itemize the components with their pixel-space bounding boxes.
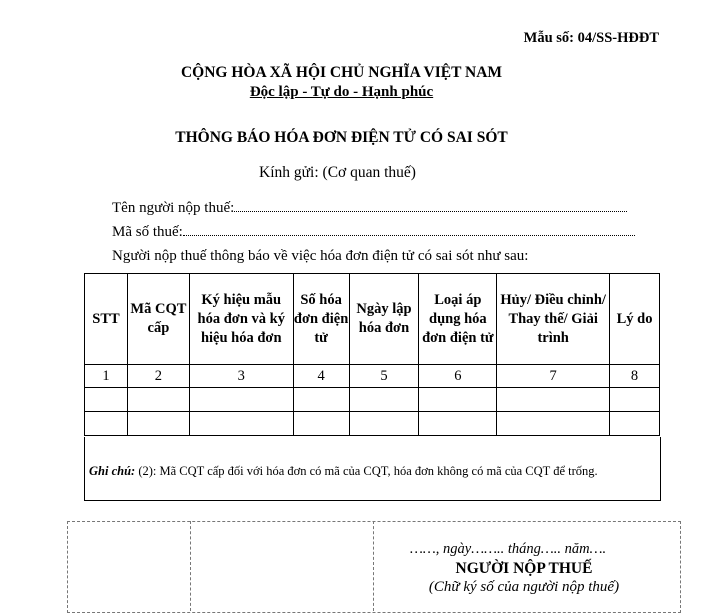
table-cell[interactable] xyxy=(419,412,497,436)
header-stt: STT xyxy=(85,274,128,365)
header-action: Hủy/ Điều chỉnh/ Thay thế/ Giải trình xyxy=(497,274,610,365)
signature-divider xyxy=(373,521,374,611)
table-row xyxy=(85,412,660,436)
table-cell[interactable] xyxy=(85,412,128,436)
table-cell[interactable] xyxy=(85,388,128,412)
taxpayer-name-dots xyxy=(234,200,627,212)
tax-code-line xyxy=(112,224,635,241)
header-invoice-type: Loại áp dụng hóa đơn điện tử xyxy=(419,274,497,365)
note-text xyxy=(89,464,598,479)
header-invoice-date: Ngày lập hóa đơn xyxy=(349,274,419,365)
header-reason: Lý do xyxy=(610,274,660,365)
column-number: 2 xyxy=(127,365,189,388)
note-box xyxy=(84,437,661,501)
table-cell[interactable] xyxy=(293,412,349,436)
table-cell[interactable] xyxy=(419,388,497,412)
date-line: ……, ngày…….. tháng….. năm…. xyxy=(410,541,607,557)
table-cell[interactable] xyxy=(349,412,419,436)
republic-heading: CỘNG HÒA XÃ HỘI CHỦ NGHĨA VIỆT NAM xyxy=(180,64,503,81)
column-number: 6 xyxy=(419,365,497,388)
tax-code-dots xyxy=(183,224,635,236)
column-number: 1 xyxy=(85,365,128,388)
tax-code-label: Mã số thuế: xyxy=(112,224,183,240)
addressee: Kính gửi: (Cơ quan thuế) xyxy=(259,164,416,181)
header-invoice-symbol: Ký hiệu mẫu hóa đơn và ký hiệu hóa đơn xyxy=(189,274,293,365)
header-cqt-code: Mã CQT cấp xyxy=(127,274,189,365)
table-cell[interactable] xyxy=(189,412,293,436)
table-cell[interactable] xyxy=(189,388,293,412)
motto-text: Độc lập - Tự do - Hạnh phúc xyxy=(249,84,434,100)
table-cell[interactable] xyxy=(610,412,660,436)
national-motto xyxy=(0,84,697,101)
column-number: 8 xyxy=(610,365,660,388)
column-number: 4 xyxy=(293,365,349,388)
document-title: THÔNG BÁO HÓA ĐƠN ĐIỆN TỬ CÓ SAI SÓT xyxy=(175,129,508,146)
table-cell[interactable] xyxy=(127,388,189,412)
column-number-row xyxy=(85,365,660,388)
signature-note: (Chữ ký số của người nộp thuế) xyxy=(428,579,620,595)
taxpayer-name-line xyxy=(112,200,627,217)
signature-divider xyxy=(190,521,191,611)
column-number: 3 xyxy=(189,365,293,388)
taxpayer-name-label: Tên người nộp thuế: xyxy=(112,200,235,216)
table-cell[interactable] xyxy=(610,388,660,412)
signer-title: NGƯỜI NỘP THUẾ xyxy=(455,560,593,577)
table-cell[interactable] xyxy=(293,388,349,412)
error-invoice-table xyxy=(84,273,660,436)
table-cell[interactable] xyxy=(497,412,610,436)
table-cell[interactable] xyxy=(127,412,189,436)
column-number: 7 xyxy=(497,365,610,388)
table-header-row xyxy=(85,274,660,365)
table-cell[interactable] xyxy=(497,388,610,412)
header-invoice-number: Số hóa đơn điện tử xyxy=(293,274,349,365)
column-number: 5 xyxy=(349,365,419,388)
table-cell[interactable] xyxy=(349,388,419,412)
note-label: Ghi chú: xyxy=(89,464,136,478)
note-body: (2): Mã CQT cấp đối với hóa đơn có mã của CQT, hóa đơn không có mã của CQT để trống. xyxy=(135,464,598,478)
table-row xyxy=(85,388,660,412)
intro-text: Người nộp thuế thông báo về việc hóa đơn điện tử có sai sót như sau: xyxy=(112,248,529,264)
form-number: Mẫu số: 04/SS-HĐĐT xyxy=(523,30,659,46)
